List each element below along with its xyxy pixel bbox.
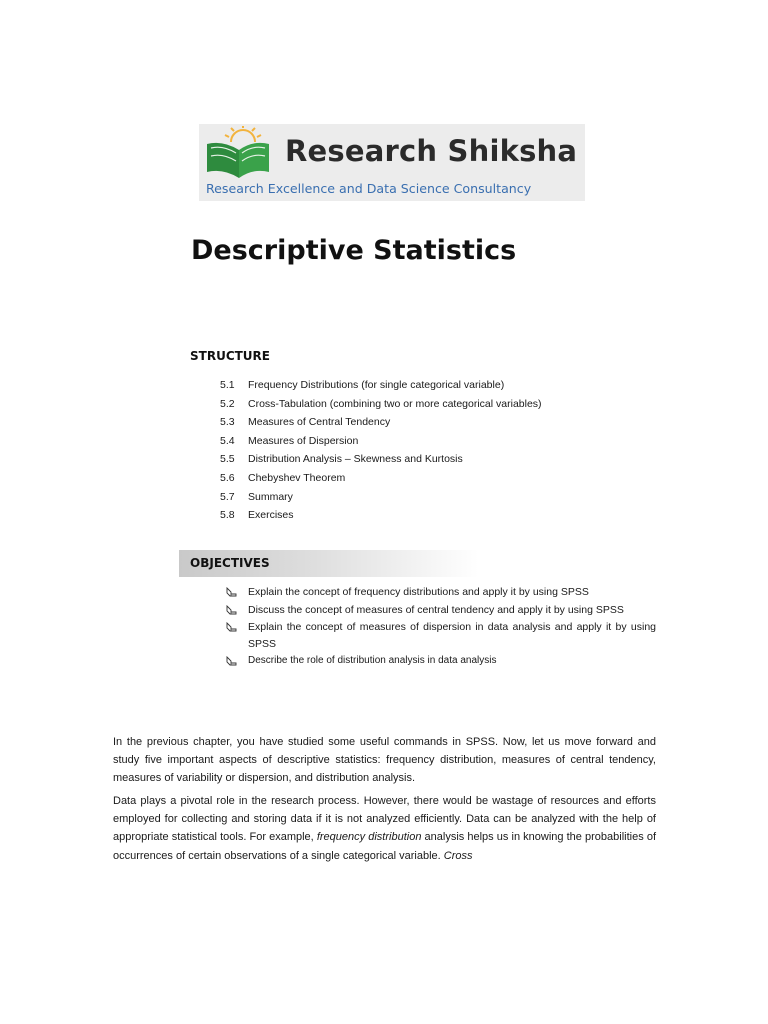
structure-heading: STRUCTURE xyxy=(190,349,270,363)
page-title: Descriptive Statistics xyxy=(191,235,517,266)
structure-item-label: Measures of Central Tendency xyxy=(248,416,391,429)
objective-text: Explain the concept of frequency distributions and apply it by using SPSS xyxy=(248,586,589,598)
objectives-heading: OBJECTIVES xyxy=(190,556,270,570)
structure-item xyxy=(220,432,542,451)
body-text-run: Data plays a pivotal role in the research process. However, there would be wastage of resources and efforts employed for collecting and storing data if it is not analyzed efficiently. Data can be analyzed with the help of appropriate statistical tools. For example, xyxy=(113,795,656,844)
research-shiksha-logo xyxy=(199,124,585,201)
objectives-list xyxy=(226,584,656,671)
objective-item xyxy=(226,653,656,670)
structure-item xyxy=(220,506,542,525)
structure-item-number: 5.1 xyxy=(220,379,235,391)
body-paragraph xyxy=(113,792,656,865)
structure-item xyxy=(220,488,542,507)
structure-item xyxy=(220,395,542,414)
objective-text: Discuss the concept of measures of central tendency and apply it by using SPSS xyxy=(248,603,624,616)
structure-item-label: Distribution Analysis – Skewness and Kurtosis xyxy=(248,453,463,466)
structure-item xyxy=(220,450,542,469)
body-text-run: analysis helps us in knowing the probabilities of occurrences of certain observations of a single categorical variable. xyxy=(113,831,656,862)
structure-item-label: Cross-Tabulation (combining two or more categorical variables) xyxy=(248,397,542,410)
pointing-hand-icon xyxy=(226,605,237,616)
structure-item-label: Chebyshev Theorem xyxy=(248,471,346,484)
logo-name: Research Shiksha xyxy=(285,134,578,168)
structure-item-number: 5.4 xyxy=(220,434,235,447)
structure-item xyxy=(220,469,542,488)
structure-item xyxy=(220,376,542,395)
pointing-hand-icon xyxy=(226,656,237,667)
logo-tagline: Research Excellence and Data Science Consultancy xyxy=(206,181,532,196)
body-emphasis: Cross xyxy=(443,849,473,862)
structure-item-label: Exercises xyxy=(248,509,294,522)
body-paragraph: In the previous chapter, you have studied some useful commands in SPSS. Now, let us move forward and study five important aspects of descriptive statistics: frequency distribution, measures of central tendency, measures of variability or dispersion, and distribution analysis. xyxy=(113,736,656,785)
objective-item xyxy=(226,602,656,619)
pointing-hand-icon xyxy=(226,587,237,598)
structure-item xyxy=(220,413,542,432)
structure-item-number: 5.2 xyxy=(220,397,235,410)
structure-list xyxy=(220,376,542,525)
structure-item-number: 5.3 xyxy=(220,416,235,429)
structure-item-number: 5.8 xyxy=(220,509,235,522)
open-book-sun-icon xyxy=(203,126,273,182)
structure-item-label: Summary xyxy=(248,490,293,503)
objective-text: Explain the concept of measures of dispersion in data analysis and apply it by using SPSS xyxy=(248,621,656,650)
structure-item-number: 5.7 xyxy=(220,490,235,503)
objective-text: Describe the role of distribution analysis in data analysis xyxy=(248,655,497,666)
structure-item-label: Frequency Distributions (for single categorical variable) xyxy=(248,379,505,391)
objective-item xyxy=(226,584,656,601)
pointing-hand-icon xyxy=(226,622,237,633)
structure-item-number: 5.5 xyxy=(220,453,235,466)
body-emphasis: frequency distribution xyxy=(316,831,422,844)
structure-item-number: 5.6 xyxy=(220,471,235,484)
structure-item-label: Measures of Dispersion xyxy=(248,434,359,447)
objective-item xyxy=(226,619,656,652)
